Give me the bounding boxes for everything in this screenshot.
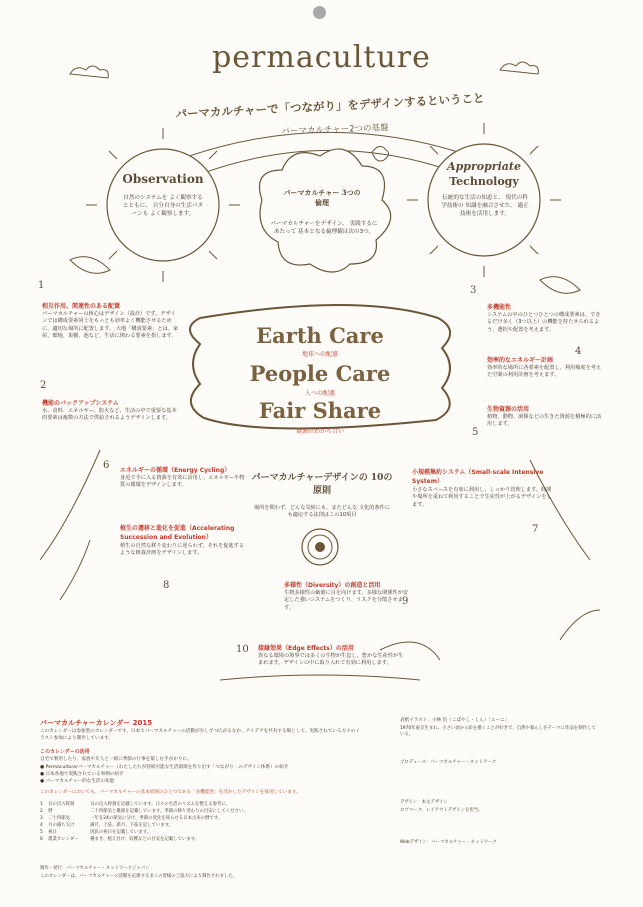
credits-illust-text: 1970年東京生まれ。小さい頃から絵を描くことが好きで、自然や暮らしをテーマに作品を制作している。 [400, 726, 596, 738]
number-7: 7 [532, 524, 539, 535]
calendar-title: パーマカルチャーカレンダー 2015 [40, 719, 153, 727]
calendar-intro: このカレンダーは参加型のカレンダーです。日本でパーマカルチャーの活動が少しずつ広がるなか、アイデアを共有する場として、実践されている方々のイラスト参加により制作しています。 [40, 729, 360, 741]
principle-4-title: 効率的なエネルギー計画 [487, 357, 554, 364]
principle-8-title: 植生の遷移と進化を促進（Accelerating Succession and Evolution） [120, 525, 235, 541]
tagline: パーマカルチャーで「つながり」をデザインするということ [175, 90, 485, 122]
calendar-bullet-2: ● 日本各地で実践されている事例の紹介 [40, 772, 124, 777]
principle-9-text: 生物多様性の価値に目を向けます。多様な関係性が安定した強いシステムをつくり、リスクを分散させます。 [284, 590, 409, 611]
principle-1-title: 相互作用、関連性のある配置 [42, 303, 121, 310]
table-row: 2 暦 二十四節気と雑節を記載しています。季節の移り変わりの目安にしてください。 [40, 809, 248, 814]
subtagline: パーマカルチャー2つの基盤 [281, 123, 389, 137]
observation-text: 自然のシステムを よく観察するとともに、 自分自身の生活パターンも よく観察します。 [122, 195, 204, 217]
people-care-sub: 人への配慮 [304, 390, 335, 397]
calendar-legend-title: このカレンダーにおいても、パーマカルチャーの基本原則のひとつである「多機能性」を活かしたデザインを採用しています。 [40, 790, 301, 795]
principle-6-text: 身近で手に入る資源を有効に活用し、エネルギーや物質の循環をデザインします。 [120, 475, 245, 489]
table-row: 5 祝日 国民の祝日を記載しています。 [40, 830, 152, 835]
credits-producer: プロデュース：パーマカルチャー・ネットワーク [400, 760, 497, 765]
credits-design-text: ロゴマーク、レイアウトデザインを担当。 [400, 808, 483, 813]
calendar-footer-2: このカレンダーは、パーマカルチャーの活動を応援する多くの皆様のご協力により制作されました。 [40, 874, 238, 879]
credits-web: Webデザイン：パーマカルチャー・ネットワーク [400, 840, 497, 845]
table-row: 1 日の出入時刻 日の出入時刻を記載しています。日々の生活のリズムを整える参考に。 [40, 802, 231, 807]
principles-title: パーマカルチャーデザインの 10の原則 [251, 473, 393, 496]
number-5: 5 [472, 427, 479, 438]
appropriate-title-1: Appropriate [447, 160, 521, 173]
earth-care: Earth Care [256, 323, 384, 348]
people-care: People Care [249, 361, 391, 386]
principle-7-text: 小さなスペースを有効に利用し、しっかり管理します。時間や場所を重ねて利用することで生産性が上がるデザインをします。 [412, 487, 552, 508]
principle-2-title: 機能のバックアップシステム [42, 400, 119, 407]
observation-title: Observation [122, 172, 204, 186]
principle-2-text: 水、食料、エネルギー、防火など、生活の中で重要な基本的要素は複数の方法で供給されるようデザインします。 [42, 408, 177, 422]
number-6: 6 [103, 460, 110, 471]
principle-3-title: 多機能性 [487, 304, 512, 311]
cloud-icon-left [70, 66, 108, 78]
principle-9-title: 多様性（Diversity）の創造と活用 [284, 582, 381, 589]
number-1: 1 [38, 280, 45, 291]
number-9: 9 [402, 596, 409, 607]
ethics-cloud [260, 149, 391, 272]
number-4: 4 [575, 346, 582, 357]
earth-care-sub: 地球への配慮 [301, 351, 338, 358]
fair-share: Fair Share [258, 398, 382, 423]
principle-3-text: システムの中のひとつひとつの構成要素は、できるだけ多く（3つ以上）の機能を持たせられるよう、選択や配置を考えます。 [487, 312, 601, 333]
table-row: 6 農業カレンダー 種まき、植え付け、収穫などの目安を記載しています。 [40, 837, 200, 842]
credits-design-title: デザイン：本文デザイン [400, 800, 448, 805]
principle-7-title: 小規模集約システム（Small-scale Intensive System） [412, 469, 544, 485]
number-2: 2 [40, 380, 47, 391]
table-row: 3 二十四節気 一年を24の節気に分け、季節の変化を知らせる日本古来の暦です。 [40, 816, 223, 821]
number-3: 3 [470, 285, 477, 296]
principle-1-text: パーマカルチャーの核心はデザイン（設計）です。デザインでは構成要素同士をもっとも効率よく機能させるために、適切な場所に配置します。 大地「構成要素」とは、家屋、畑地、果樹、池など、生活に関わる要素を指します。 [42, 311, 179, 340]
principle-8-text: 植生の自然な移り変わりに逆らわず、それを促進するような植栽計画をデザインします。 [120, 543, 245, 557]
calendar-legend-table [40, 802, 360, 844]
calendar-footer-1: 制作・発行：パーマカルチャー・ネットワークジャパン [40, 866, 150, 871]
principle-6-title: エネルギーの循環（Energy Cycling） [120, 467, 231, 474]
permaculture-logo: permaculture [212, 40, 431, 75]
appropriate-text: 伝統的な生活の知恵と、 現代の科学技術の 知識を融合させた、 適正技術を活用します。 [441, 195, 529, 217]
principle-10-title: 接縁効果（Edge Effects）の活用 [258, 645, 354, 652]
calendar-bullet-3: ● パーマカルチャー的な生活の知恵 [40, 779, 115, 784]
calendar-use-title: このカレンダーの活用 [40, 749, 90, 755]
table-row: 4 月の満ち欠け 満月、上弦、新月、下弦を記しています。 [40, 823, 174, 828]
fair-share-sub: 資源のわかち合い [295, 428, 344, 435]
principles-intro: 場所を問わず、どんな気候にも、またどんな 文化的条件にも適応する法則はこの10項目 [253, 505, 391, 519]
cloud-icon-right [500, 62, 538, 74]
principle-5-title: 生物資源の活用 [487, 406, 530, 413]
number-8: 8 [163, 580, 170, 591]
calendar-bullet-1: ● Permaculture/パーマカルチャー（わたしたちが持続可能な生活環境を作り出す「つながり」のデザイン体系）の紹介 [40, 765, 289, 770]
ethics-cloud-title: パーマカルチャー 3つの倫理 [283, 188, 361, 207]
number-10: 10 [236, 644, 249, 655]
principle-10-text: 異なる環境の境界では多くの生物が生息し、豊かな生産性が生まれます。デザインの中に取り入れて有効に利用します。 [258, 653, 404, 667]
principle-5-text: 植物、動物、菌類などの生きた資源を積極的に活用します。 [487, 414, 602, 428]
principle-4-text: 効率的な場所に各要素を配置し、利用頻度を考えた空間の利用計画を考えます。 [487, 365, 602, 379]
appropriate-title-2: Technology [449, 175, 519, 188]
credits-illust: 表紙イラスト：小林 信（こばやし・しん）「ユーニ」 [400, 718, 510, 723]
calendar-use-text: 自宅で利用したり、家族や友人と一緒に季節の行事を楽しむ手がかりに。 [40, 757, 192, 762]
ethics-cloud-text: パーマカルチャーをデザイン、 実践するにあたって 基本となる倫理観は次の3つ。 [270, 221, 378, 235]
